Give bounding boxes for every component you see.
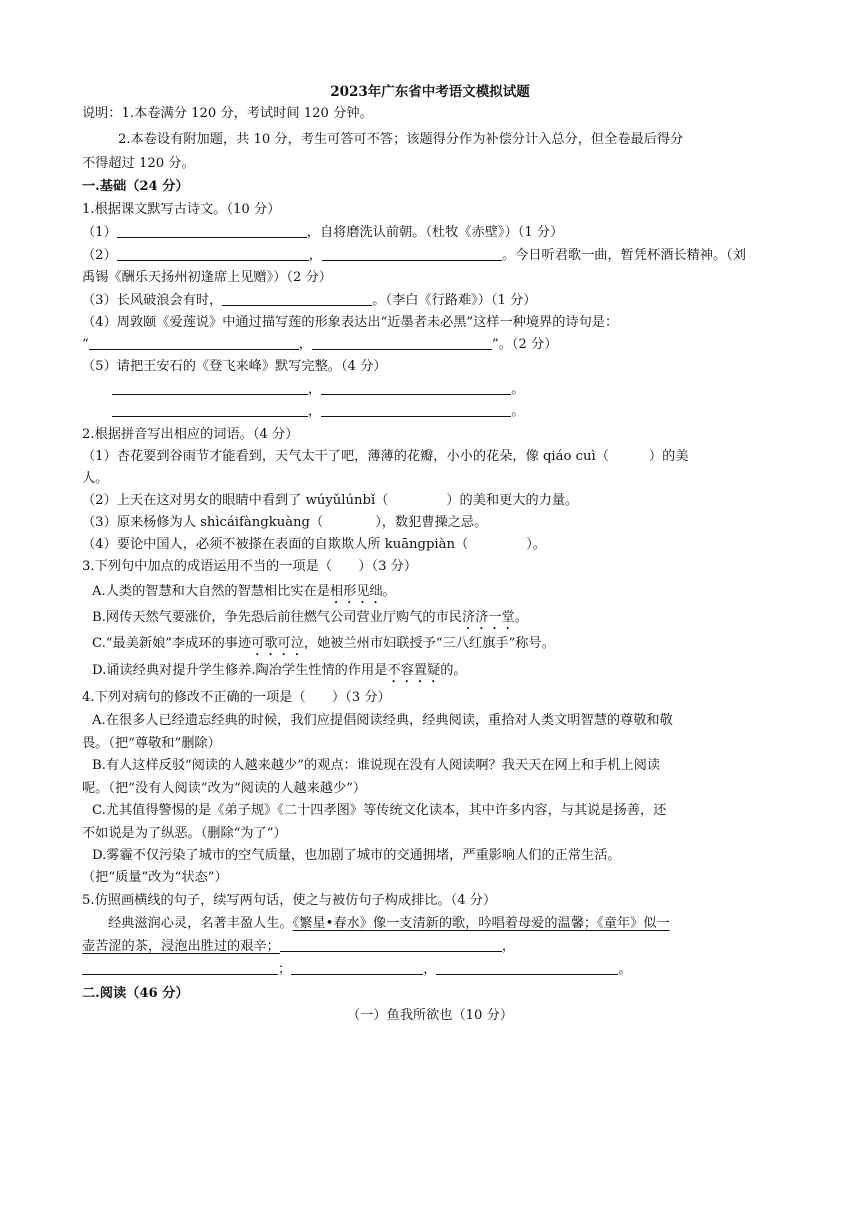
q2-item-1: （1）杏花要到谷雨节才能看到，天气太干了吧，薄薄的花瓣，小小的花朵，像 qiáo cuì（ ）的美 [82,449,689,464]
section-1-heading: 一.基础（24 分） [82,179,189,194]
reading-passage-title: （一）鱼我所欲也（10 分） [346,1008,514,1023]
q3-option-b[interactable]: B.网传天然气要涨价，争先恐后前往燃气公司营业厅购气的市民济济一堂。 [92,610,528,625]
q2-item-2: （2）上天在这对男女的眼睛中看到了 wúyǔlúnbǐ（ ）的美和更大的力量。 [82,493,579,508]
emphasized-idiom: 不容置疑 [387,663,441,678]
q5-stem: 5.仿照画横线的句子，续写两句话，使之与被仿句子构成排比。（4 分） [82,893,497,908]
answer-blank[interactable] [280,937,502,952]
q1-item-5: （5）请把王安石的《登飞来峰》默写完整。（4 分） [82,359,387,374]
q1-item-5-lines-1: ， 。 [112,380,778,400]
q2-item-3: （3）原来杨修为人 shìcáifàngkuàng（ ），数犯曹操之忌。 [82,515,488,530]
q5-passage-line-1: 经典滋润心灵，名著丰盈人生。《繁星•春水》像一支清新的歌，吟唱着母爱的温馨；《童年》似一 [108,916,670,931]
exam-title: 2023年广东省中考语文模拟试题 [330,84,530,100]
q1-item-2-cont: 禹锡《酬乐天扬州初逢席上见赠》）（2 分） [82,270,332,285]
underlined-model-sentence-cont: 壶苦涩的茶，浸泡出胜过的艰辛； [82,939,280,954]
q5-answer-line: ； ， 。 [82,960,778,980]
answer-blank[interactable] [89,335,299,350]
q2-item-4: （4）要论中国人，必须不被搽在表面的自欺欺人所 kuāngpiàn（ ）。 [82,537,546,552]
underlined-model-sentence: 《繁星•春水》像一支清新的歌，吟唱着母爱的温馨；《童年》似一 [292,916,670,931]
section-2-heading: 二.阅读（46 分） [82,986,189,1001]
q1-item-4: （4）周敦颐《爱莲说》中通过描写莲的形象表达出“近墨者未必黑”这样一种境界的诗句是： [82,315,619,330]
answer-blank[interactable] [436,960,618,975]
answer-blank[interactable] [321,380,511,395]
q3-option-c[interactable]: C.“最美新娘”李成环的事迹可歌可泣，她被兰州市妇联授予“三八红旗手”称号。 [92,636,555,651]
q4-option-b[interactable]: B.有人这样反驳“阅读的人越来越少”的观点：谁说现在没有人阅读啊？我天天在网上和手机上阅读 [92,758,661,773]
q2-stem: 2.根据拼音写出相应的词语。（4 分） [82,427,299,442]
q4-option-a-cont: 畏。（把“尊敬和”删除） [82,736,221,751]
q4-stem: 4.下列对病句的修改不正确的一项是（ ）（3 分） [82,690,391,705]
q1-item-3: （3）长风破浪会有时， 。（李白《行路难》）（1 分） [82,293,537,308]
q4-option-d-cont: （把“质量”改为“状态”） [82,870,228,885]
answer-blank[interactable] [117,246,309,261]
q1-stem: 1.根据课文默写古诗文。（10 分） [82,202,281,217]
q4-option-a[interactable]: A.在很多人已经遗忘经典的时候，我们应提倡阅读经典，经典阅读，重拾对人类文明智慧的尊敬和敬 [92,713,673,728]
instructions-line-2: 2.本卷设有附加题，共 10 分，考生可答可不答；该题得分作为补偿分计入总分，但全卷最后得分 [118,132,684,147]
instructions-line-3: 不得超过 120 分。 [82,156,195,171]
emphasized-idiom: 可歌可泣 [251,636,304,651]
answer-blank[interactable] [291,960,423,975]
answer-blank[interactable] [312,335,492,350]
q1-item-4-cont: “ ， ”。（2 分） [82,337,558,352]
answer-blank[interactable] [112,402,308,417]
q1-item-1: （1） ，自将磨洗认前朝。（杜牧《赤壁》）（1 分） [82,225,564,240]
instructions-line-1: 说明：1.本卷满分 120 分，考试时间 120 分钟。 [82,106,373,121]
answer-blank[interactable] [322,246,502,261]
q3-stem: 3.下列句中加点的成语运用不当的一项是（ ）（3 分） [82,559,418,574]
q3-option-d[interactable]: D.诵读经典对提升学生修养.陶冶学生性情的作用是不容置疑的。 [92,663,467,678]
q4-option-c-cont: 不如说是为了纵恶。（删除“为了”） [82,826,287,841]
q4-option-b-cont: 呢。（把“没有人阅读”改为“阅读的人越来越少”） [82,781,367,796]
q4-option-c[interactable]: C.尤其值得警惕的是《弟子规》《二十四孝图》等传统文化读本，其中许多内容，与其说是扬善，还 [92,803,667,818]
answer-blank[interactable] [112,380,308,395]
emphasized-idiom: 济济一堂 [461,610,515,625]
q3-option-a[interactable]: A.人类的智慧和大自然的智慧相比实在是相形见绌。 [92,584,396,599]
emphasized-idiom: 相形见绌 [329,584,383,599]
q1-item-5-lines-2: ， 。 [112,402,778,422]
answer-blank[interactable] [222,291,372,306]
answer-blank[interactable] [321,402,511,417]
q5-passage-line-2: 壶苦涩的茶，浸泡出胜过的艰辛； ， [82,939,515,954]
answer-blank[interactable] [117,223,307,238]
q4-option-d[interactable]: D.雾霾不仅污染了城市的空气质量，也加剧了城市的交通拥堵，严重影响人们的正常生活。 [92,848,621,863]
answer-blank[interactable] [82,960,278,975]
q2-item-1-cont: 人。 [82,471,109,486]
q1-item-2: （2） ， 。今日听君歌一曲，暂凭杯酒长精神。（刘 [82,248,746,263]
